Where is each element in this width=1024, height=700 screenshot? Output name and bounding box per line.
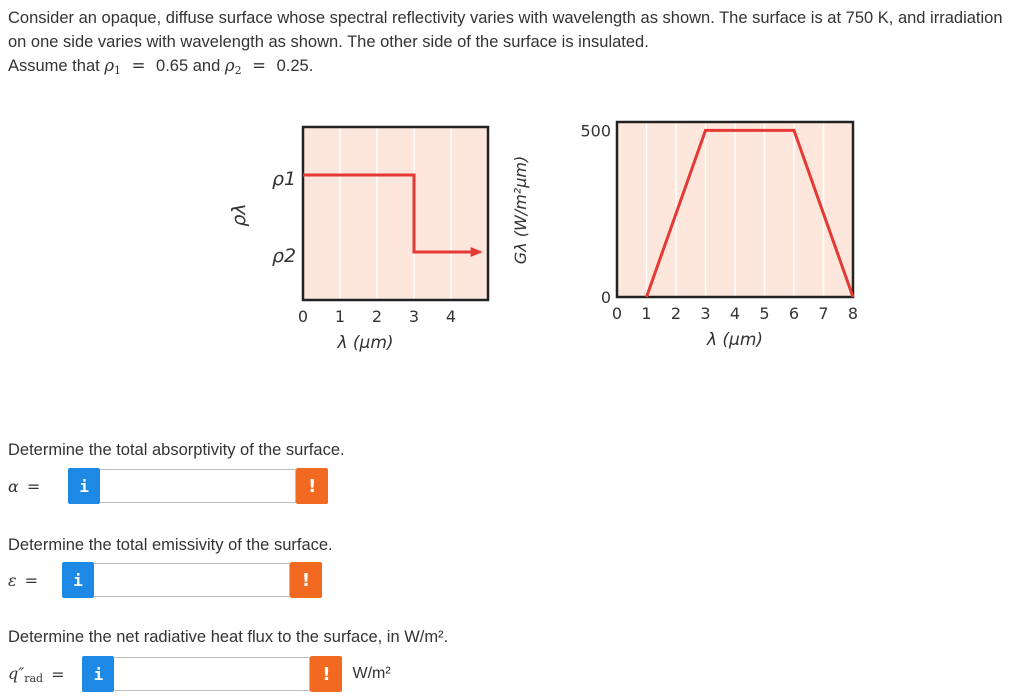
- equals-sign: =: [24, 570, 38, 590]
- x-tick-label: 2: [371, 307, 383, 326]
- epsilon-symbol: ε: [8, 570, 17, 590]
- question-emissivity: Determine the total emissivity of the surface.: [8, 536, 333, 554]
- heat-flux-input[interactable]: [114, 657, 310, 691]
- info-button[interactable]: i: [82, 656, 114, 692]
- y-axis-label: ρλ: [228, 203, 250, 227]
- q-rad-symbol: $q''_{rad}$: [8, 663, 44, 685]
- absorptivity-input[interactable]: [100, 469, 296, 503]
- y-tick-label: 0: [600, 288, 611, 307]
- rho2-value: 0.25.: [276, 57, 314, 75]
- equals-sign: =: [26, 476, 41, 496]
- problem-text: Consider an opaque, diffuse surface whose spectral reflectivity varies with wavelength as shown. The surface is at 750 K, and irradiation on one side varies with wavelength as shown. The other side of the surface is insulated.: [8, 9, 1003, 51]
- info-button[interactable]: i: [62, 562, 94, 598]
- question-absorptivity: Determine the total absorptivity of the surface.: [8, 441, 345, 459]
- x-tick-label: 8: [847, 304, 859, 323]
- rho2-symbol: $\rho_2$: [224, 56, 242, 77]
- question-heat-flux: Determine the net radiative heat flux to the surface, in W/m².: [8, 628, 449, 646]
- plot-background: [303, 127, 488, 300]
- x-tick-label: 0: [611, 304, 623, 323]
- info-button[interactable]: i: [68, 468, 100, 504]
- x-tick-label: 4: [445, 307, 457, 326]
- x-tick-label: 1: [641, 304, 652, 323]
- answer-row-absorptivity: [8, 467, 328, 505]
- warning-button[interactable]: !: [310, 656, 342, 692]
- x-axis-label: λ (μm): [337, 333, 394, 353]
- x-tick-label: 5: [759, 304, 770, 323]
- x-tick-label: 3: [700, 304, 711, 323]
- reflectivity-chart: [200, 115, 500, 365]
- rho1-symbol: $\rho_1$: [104, 56, 122, 77]
- x-tick-label: 0: [297, 307, 309, 326]
- assume-prefix: Assume that: [8, 57, 100, 75]
- irradiation-chart: [500, 110, 870, 365]
- x-tick-label: 1: [334, 307, 346, 326]
- rho2-label: ρ2: [272, 244, 297, 267]
- and-word: and: [192, 57, 221, 75]
- x-axis-label: λ (μm): [706, 330, 764, 350]
- assumption-line: Assume that $\rho_1 = 0.65$ and $\rho_2 = 0.25$.: [8, 56, 314, 77]
- emissivity-input[interactable]: [94, 563, 290, 597]
- x-tick-label: 6: [788, 304, 800, 323]
- x-tick-label: 7: [818, 304, 829, 323]
- answer-row-heat-flux: [8, 655, 391, 693]
- unit-label: W/m²: [352, 665, 391, 682]
- x-tick-label: 2: [670, 304, 682, 323]
- alpha-symbol: α: [8, 476, 19, 496]
- x-tick-label: 4: [729, 304, 741, 323]
- rho1-label: ρ1: [272, 168, 297, 191]
- problem-statement: [8, 6, 1013, 83]
- answer-row-emissivity: [8, 561, 322, 599]
- warning-button[interactable]: !: [296, 468, 328, 504]
- y-axis-label: Gλ (W/m²μm): [511, 155, 530, 265]
- y-tick-label: 500: [580, 121, 611, 141]
- warning-button[interactable]: !: [290, 562, 322, 598]
- equals-sign: =: [51, 664, 65, 684]
- rho1-value: 0.65: [156, 57, 189, 75]
- x-tick-label: 3: [408, 307, 420, 326]
